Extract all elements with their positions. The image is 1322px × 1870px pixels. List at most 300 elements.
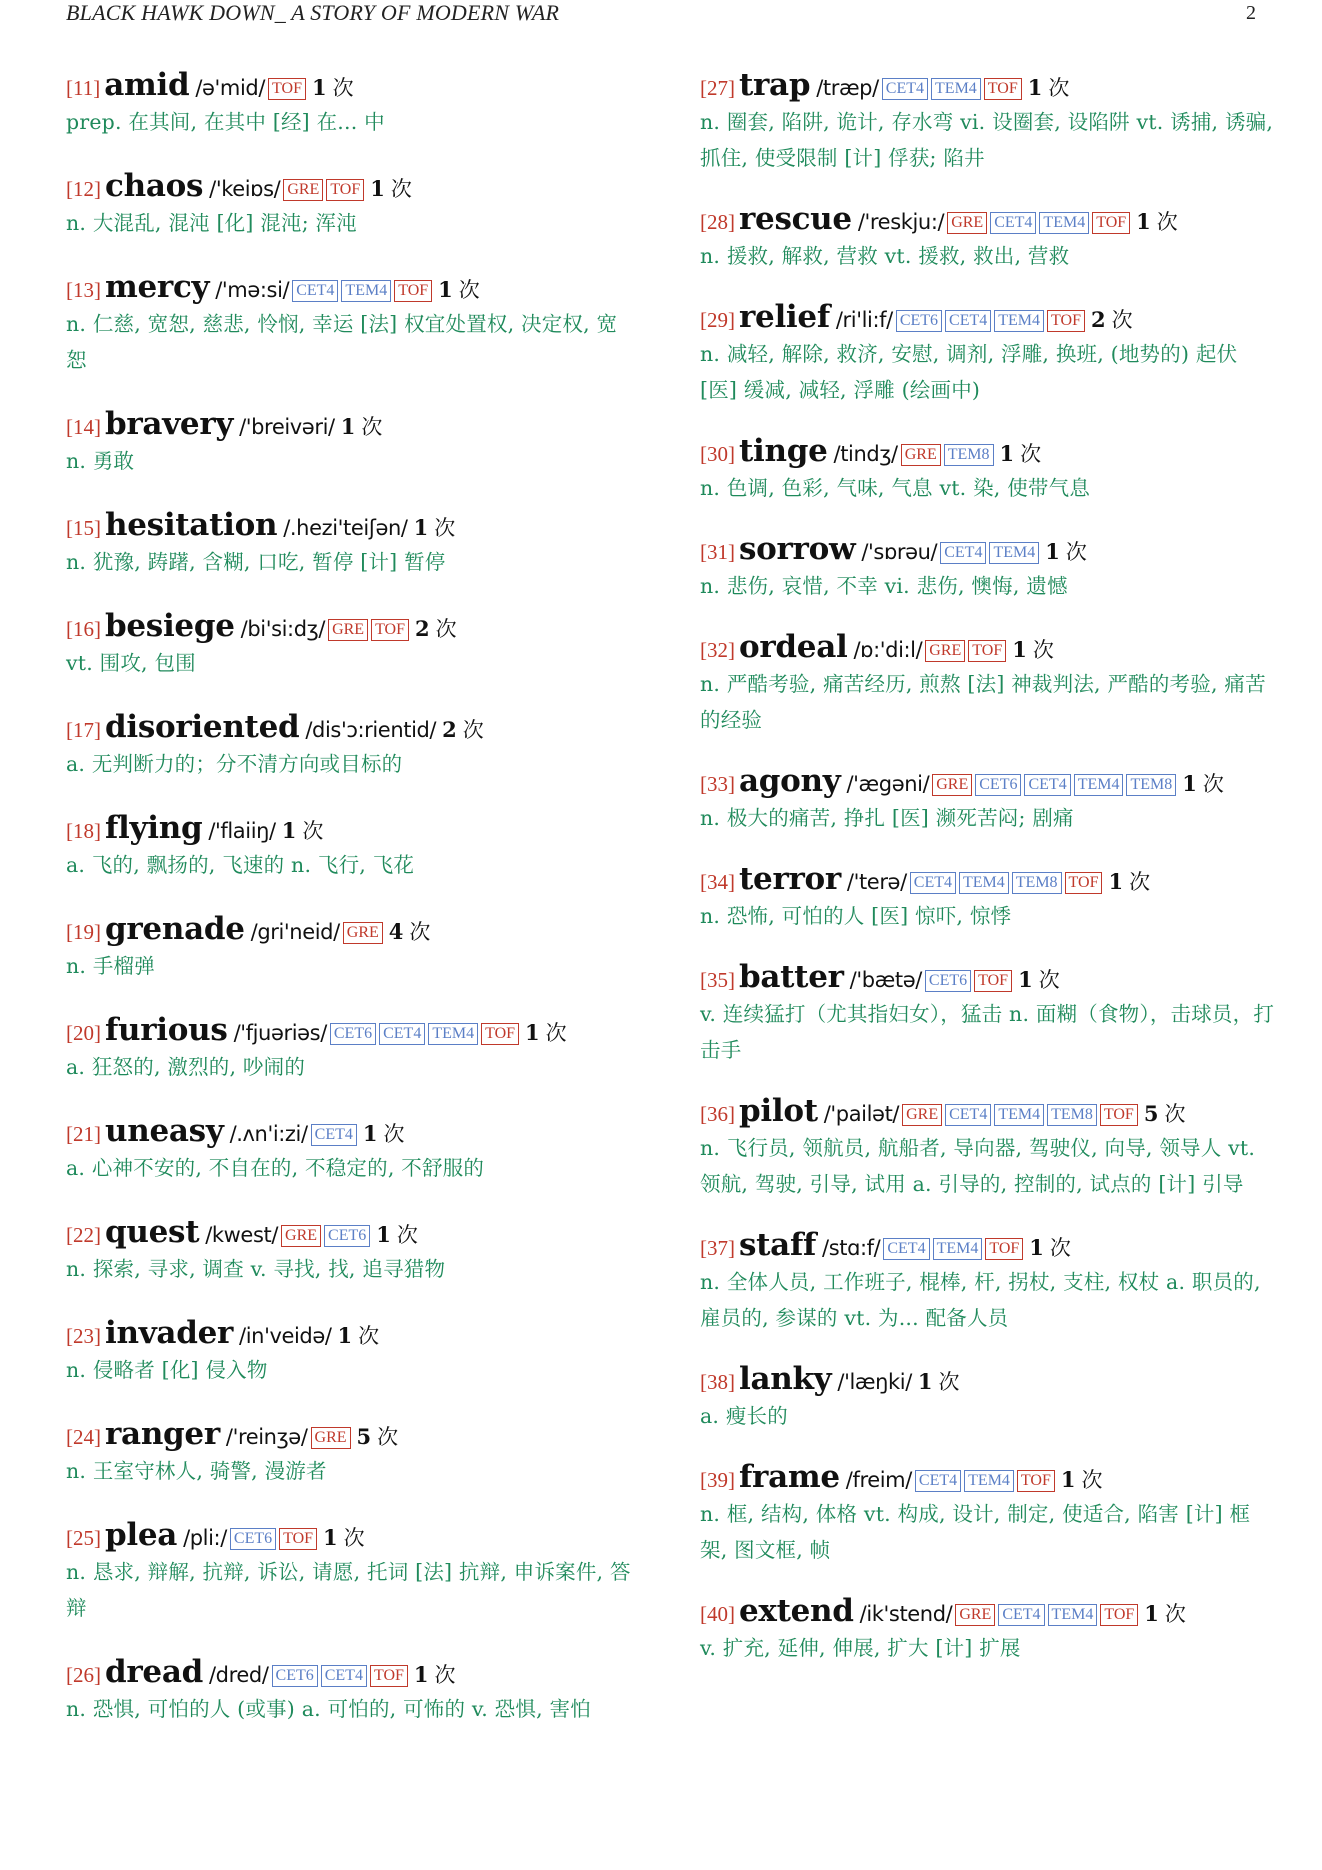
definition: v. 扩充, 延伸, 伸展, 扩大 [计] 扩展 (700, 1636, 1021, 1660)
occurrence-count (1018, 968, 1060, 992)
exam-tag: GRE (932, 774, 972, 796)
headword: tinge (739, 433, 828, 469)
count-suffix: 次 (458, 278, 480, 302)
entry-headline (66, 1314, 636, 1352)
count-suffix: 次 (1048, 76, 1070, 100)
phonetic: /stɑ:f/ (822, 1236, 881, 1260)
phonetic: /freim/ (845, 1468, 912, 1492)
exam-tag: CET4 (998, 1604, 1044, 1626)
count-value: 1 (1018, 967, 1033, 992)
count-suffix: 次 (377, 1425, 399, 1449)
entry-headline (700, 1226, 1275, 1264)
count-suffix: 次 (1032, 638, 1054, 662)
entry-headline (700, 1092, 1275, 1130)
page-number: 2 (1246, 2, 1256, 24)
exam-tag: TOF (974, 970, 1012, 992)
definition: a. 飞的, 飘扬的, 飞速的 n. 飞行, 飞花 (66, 853, 415, 877)
exam-tag: CET4 (1024, 774, 1070, 796)
occurrence-count (414, 1663, 456, 1687)
document-title: BLACK HAWK DOWN_ A STORY OF MODERN WAR (66, 0, 560, 25)
count-value: 2 (442, 717, 457, 742)
count-suffix: 次 (409, 920, 431, 944)
entry-number: [23] (66, 1324, 101, 1348)
count-value: 1 (281, 818, 297, 843)
count-value: 1 (413, 515, 429, 540)
exam-tag: TOF (1092, 212, 1130, 234)
entry-number: [24] (66, 1425, 101, 1449)
count-value: 1 (1045, 539, 1060, 564)
count-suffix: 次 (332, 76, 354, 100)
entry-number: [30] (700, 442, 735, 466)
exam-tag: TEM8 (1012, 872, 1062, 894)
definition: n. 王室守林人, 骑警, 漫游者 (66, 1459, 327, 1483)
count-value: 1 (311, 75, 327, 100)
exam-tag: TOF (394, 280, 432, 302)
definition: n. 减轻, 解除, 救济, 安慰, 调剂, 浮雕, 换班, (地势的) 起伏 [医] 缓减, 减轻, 浮雕 (绘画中) (700, 342, 1238, 402)
count-suffix: 次 (383, 1122, 405, 1146)
headword: dread (105, 1654, 203, 1690)
count-value: 1 (1144, 1601, 1159, 1626)
exam-tag: CET6 (272, 1665, 318, 1687)
occurrence-count (1045, 540, 1087, 564)
exam-tag: TEM4 (994, 310, 1044, 332)
entry-headline (66, 1653, 636, 1691)
vocab-entry (66, 910, 636, 984)
occurrence-count (442, 718, 484, 742)
count-suffix: 次 (1081, 1468, 1103, 1492)
entry-headline (66, 708, 636, 746)
entry-number: [31] (700, 540, 735, 564)
entry-headline (66, 268, 636, 306)
entry-number: [33] (700, 772, 735, 796)
headword: furious (105, 1012, 228, 1048)
vocab-entry (66, 607, 636, 681)
exam-tag: TEM8 (1126, 774, 1176, 796)
headword: quest (105, 1214, 200, 1250)
count-value: 1 (1108, 869, 1124, 894)
vocab-entry (700, 1226, 1275, 1336)
count-value: 1 (1027, 75, 1043, 100)
vocab-entry (700, 1592, 1275, 1666)
vocab-entry (700, 1458, 1275, 1568)
definition: n. 圈套, 陷阱, 诡计, 存水弯 vi. 设圈套, 设陷阱 vt. 诱捕, 诱骗, 抓住, 使受限制 [计] 俘获; 陷井 (700, 110, 1274, 170)
headword: bravery (105, 406, 234, 442)
entry-number: [26] (66, 1663, 101, 1687)
exam-tag: CET4 (311, 1124, 357, 1146)
exam-tag: GRE (311, 1427, 351, 1449)
exam-tag: TOF (481, 1023, 519, 1045)
phonetic: /'mə:si/ (215, 278, 290, 302)
count-suffix: 次 (1164, 1602, 1186, 1626)
vocab-entry (66, 66, 636, 140)
entry-headline (66, 1011, 636, 1049)
phonetic: /ɒ:'di:l/ (853, 638, 923, 662)
exam-tag: CET4 (910, 872, 956, 894)
vocab-entry (66, 1011, 636, 1085)
phonetic: /'ægəni/ (846, 772, 930, 796)
definition: n. 色调, 色彩, 气味, 气息 vt. 染, 使带气息 (700, 476, 1091, 500)
exam-tag: CET4 (321, 1665, 367, 1687)
count-value: 1 (917, 1369, 933, 1394)
occurrence-count (1061, 1468, 1103, 1492)
count-suffix: 次 (1065, 540, 1087, 564)
exam-tag: CET6 (230, 1528, 276, 1550)
count-value: 1 (1136, 209, 1151, 234)
definition: n. 大混乱, 混沌 [化] 混沌; 浑沌 (66, 211, 357, 235)
count-suffix: 次 (396, 1223, 418, 1247)
definition: a. 心神不安的, 不自在的, 不稳定的, 不舒服的 (66, 1156, 485, 1180)
exam-tag: CET4 (940, 542, 986, 564)
occurrence-count (1029, 1236, 1071, 1260)
exam-tag: TEM4 (1074, 774, 1124, 796)
phonetic: /'pailət/ (823, 1102, 900, 1126)
headword: mercy (105, 269, 210, 305)
phonetic: /dis'ɔ:rientid/ (305, 718, 437, 742)
vocab-entry (700, 762, 1275, 836)
occurrence-count (1028, 76, 1070, 100)
entry-headline (700, 762, 1275, 800)
exam-tag: TOF (326, 179, 364, 201)
entry-number: [16] (66, 617, 101, 641)
vocab-entry (66, 1653, 636, 1727)
exam-tag: TOF (1100, 1104, 1138, 1126)
entry-number: [39] (700, 1468, 735, 1492)
phonetic: /'breivəri/ (239, 415, 335, 439)
count-value: 5 (1143, 1101, 1159, 1126)
exam-tag: CET4 (379, 1023, 425, 1045)
exam-tag: TOF (371, 619, 409, 641)
headword: staff (739, 1227, 817, 1263)
exam-tag: CET6 (896, 310, 942, 332)
occurrence-count (312, 76, 354, 100)
entry-headline (700, 200, 1275, 238)
phonetic: /kwest/ (205, 1223, 279, 1247)
phonetic: /'keiɒs/ (209, 177, 281, 201)
entry-headline (700, 860, 1275, 898)
count-suffix: 次 (390, 177, 412, 201)
headword: hesitation (105, 507, 278, 543)
occurrence-count (282, 819, 324, 843)
headword: extend (739, 1593, 854, 1629)
occurrence-count (415, 617, 457, 641)
count-value: 5 (356, 1424, 372, 1449)
exam-tag: TOF (1100, 1604, 1138, 1626)
occurrence-count (323, 1526, 365, 1550)
count-value: 2 (415, 616, 430, 641)
entry-headline (66, 405, 636, 443)
vocab-entry (700, 1092, 1275, 1202)
phonetic: /gri'neid/ (250, 920, 340, 944)
entry-number: [14] (66, 415, 101, 439)
exam-tag: TEM8 (1047, 1104, 1097, 1126)
exam-tag: GRE (925, 640, 965, 662)
count-suffix: 次 (462, 718, 484, 742)
entry-number: [11] (66, 76, 101, 100)
vocab-entry (700, 530, 1275, 604)
vocab-entry (700, 860, 1275, 934)
occurrence-count (525, 1021, 567, 1045)
exam-tag: CET4 (882, 78, 928, 100)
vocab-entry (66, 167, 636, 241)
entry-number: [36] (700, 1102, 735, 1126)
vocab-entry (66, 1112, 636, 1186)
headword: frame (739, 1459, 840, 1495)
vocab-entry (66, 1415, 636, 1489)
count-suffix: 次 (1156, 210, 1178, 234)
count-suffix: 次 (1111, 308, 1133, 332)
exam-tag: TEM4 (959, 872, 1009, 894)
count-value: 1 (413, 1662, 429, 1687)
count-value: 1 (1029, 1235, 1044, 1260)
exam-tag: GRE (901, 444, 941, 466)
exam-tag: GRE (947, 212, 987, 234)
occurrence-count (338, 1324, 380, 1348)
headword: chaos (105, 168, 204, 204)
entry-number: [25] (66, 1526, 101, 1550)
headword: batter (739, 959, 844, 995)
vocab-entry (66, 506, 636, 580)
phonetic: /'fjuəriəs/ (233, 1021, 327, 1045)
entry-headline (66, 809, 636, 847)
headword: besiege (105, 608, 235, 644)
exam-tag: TEM4 (1048, 1604, 1098, 1626)
exam-tag: TEM4 (1039, 212, 1089, 234)
exam-tag: TOF (1017, 1470, 1055, 1492)
headword: pilot (739, 1093, 818, 1129)
entry-number: [12] (66, 177, 101, 201)
definition: n. 恳求, 辩解, 抗辩, 诉讼, 请愿, 托词 [法] 抗辩, 申诉案件, 答辩 (66, 1560, 631, 1620)
occurrence-count (1136, 210, 1178, 234)
entry-headline (700, 530, 1275, 568)
occurrence-count (1108, 870, 1150, 894)
entry-number: [34] (700, 870, 735, 894)
headword: invader (105, 1315, 234, 1351)
definition: a. 狂怒的, 激烈的, 吵闹的 (66, 1055, 306, 1079)
phonetic: /'sɒrəu/ (861, 540, 938, 564)
exam-tag: TOF (985, 1238, 1023, 1260)
entry-number: [28] (700, 210, 735, 234)
occurrence-count (438, 278, 480, 302)
exam-tag: TEM8 (944, 444, 994, 466)
vocab-entry (66, 1213, 636, 1287)
exam-tag: TOF (984, 78, 1022, 100)
definition: n. 仁慈, 宽恕, 慈悲, 怜悯, 幸运 [法] 权宜处置权, 决定权, 宽恕 (66, 312, 618, 372)
count-value: 1 (1060, 1467, 1076, 1492)
headword: sorrow (739, 531, 856, 567)
definition: n. 侵略者 [化] 侵入物 (66, 1358, 268, 1382)
entry-number: [13] (66, 278, 101, 302)
entry-number: [21] (66, 1122, 101, 1146)
exam-tag: GRE (281, 1225, 321, 1247)
entry-number: [35] (700, 968, 735, 992)
count-suffix: 次 (361, 415, 383, 439)
occurrence-count (1144, 1602, 1186, 1626)
phonetic: /tindʒ/ (833, 442, 898, 466)
exam-tag: TEM4 (428, 1023, 478, 1045)
phonetic: /.ʌn'i:zi/ (229, 1122, 308, 1146)
exam-tag: CET4 (883, 1238, 929, 1260)
headword: ranger (105, 1416, 220, 1452)
occurrence-count (370, 177, 412, 201)
headword: grenade (105, 911, 245, 947)
count-suffix: 次 (302, 819, 324, 843)
phonetic: /træp/ (816, 76, 879, 100)
entry-headline (700, 628, 1275, 666)
vocabulary-column-left (66, 66, 636, 1754)
count-value: 1 (438, 277, 453, 302)
definition: n. 恐怖, 可怕的人 [医] 惊吓, 惊悸 (700, 904, 1012, 928)
headword: trap (739, 67, 811, 103)
count-value: 1 (337, 1323, 353, 1348)
headword: terror (739, 861, 841, 897)
vocab-entry (66, 405, 636, 479)
phonetic: /'flaiiŋ/ (208, 819, 276, 843)
count-suffix: 次 (434, 1663, 456, 1687)
exam-tag: GRE (343, 922, 383, 944)
vocab-entry (66, 268, 636, 378)
entry-headline (66, 1213, 636, 1251)
headword: lanky (739, 1361, 832, 1397)
exam-tag: CET6 (925, 970, 971, 992)
entry-number: [37] (700, 1236, 735, 1260)
definition: n. 悲伤, 哀惜, 不幸 vi. 悲伤, 懊悔, 遗憾 (700, 574, 1068, 598)
phonetic: /dred/ (209, 1663, 269, 1687)
definition: a. 无判断力的；分不清方向或目标的 (66, 752, 403, 776)
entry-headline (700, 1592, 1275, 1630)
entry-headline (700, 298, 1275, 336)
count-suffix: 次 (435, 617, 457, 641)
exam-tag: GRE (902, 1104, 942, 1126)
exam-tag: CET4 (945, 1104, 991, 1126)
exam-tag: GRE (328, 619, 368, 641)
exam-tag: CET4 (915, 1470, 961, 1492)
vocab-entry (700, 432, 1275, 506)
occurrence-count (1091, 308, 1133, 332)
occurrence-count (1000, 442, 1042, 466)
exam-tag: CET6 (324, 1225, 370, 1247)
count-suffix: 次 (1129, 870, 1151, 894)
entry-number: [17] (66, 718, 101, 742)
definition: prep. 在其间, 在其中 [经] 在... 中 (66, 110, 385, 134)
vocab-entry (66, 809, 636, 883)
phonetic: /'reskju:/ (857, 210, 945, 234)
headword: amid (104, 67, 190, 103)
definition: n. 援救, 解救, 营救 vt. 援救, 救出, 营救 (700, 244, 1070, 268)
exam-tag: CET4 (945, 310, 991, 332)
phonetic: /ik'stend/ (859, 1602, 953, 1626)
phonetic: /in'veidə/ (239, 1324, 332, 1348)
exam-tag: TOF (279, 1528, 317, 1550)
vocab-entry (66, 1314, 636, 1388)
entry-headline (700, 432, 1275, 470)
entry-number: [40] (700, 1602, 735, 1626)
occurrence-count (363, 1122, 405, 1146)
headword: uneasy (105, 1113, 224, 1149)
entry-number: [22] (66, 1223, 101, 1247)
vocab-entry (700, 298, 1275, 408)
entry-headline (66, 66, 636, 104)
occurrence-count (414, 516, 456, 540)
definition: n. 探索, 寻求, 调查 v. 寻找, 找, 追寻猎物 (66, 1257, 446, 1281)
vocabulary-column-right (700, 66, 1275, 1690)
definition: v. 连续猛打（尤其指妇女），猛击 n. 面糊（食物），击球员，打击手 (700, 1002, 1275, 1062)
entry-number: [27] (700, 76, 735, 100)
exam-tag: TOF (268, 78, 306, 100)
phonetic: /pli:/ (183, 1526, 227, 1550)
entry-headline (700, 66, 1275, 104)
count-value: 4 (388, 919, 404, 944)
occurrence-count (1144, 1102, 1186, 1126)
exam-tag: TEM4 (341, 280, 391, 302)
entry-headline (700, 958, 1275, 996)
vocab-entry (66, 1516, 636, 1626)
vocab-entry (700, 628, 1275, 738)
definition: a. 瘦长的 (700, 1404, 788, 1428)
count-suffix: 次 (1038, 968, 1060, 992)
definition: n. 飞行员, 领航员, 航船者, 导向器, 驾驶仪, 向导, 领导人 vt. 领航, 驾驶, 引导, 试用 a. 引导的, 控制的, 试点的 [计] 引导 (700, 1136, 1256, 1196)
entry-headline (66, 1112, 636, 1150)
entry-number: [38] (700, 1370, 735, 1394)
exam-tag: TEM4 (989, 542, 1039, 564)
headword: agony (739, 763, 841, 799)
count-value: 1 (999, 441, 1015, 466)
definition: n. 全体人员, 工作班子, 棍棒, 杆, 拐杖, 支柱, 权杖 a. 职员的, 雇员的, 参谋的 vt. 为... 配备人员 (700, 1270, 1261, 1330)
phonetic: /bi'si:dʒ/ (240, 617, 326, 641)
definition: n. 恐惧, 可怕的人 (或事) a. 可怕的, 可怖的 v. 恐惧, 害怕 (66, 1697, 591, 1721)
entry-number: [32] (700, 638, 735, 662)
occurrence-count (918, 1370, 960, 1394)
count-value: 1 (1012, 637, 1027, 662)
count-value: 1 (376, 1222, 391, 1247)
entry-headline (66, 167, 636, 205)
count-value: 2 (1090, 307, 1106, 332)
count-value: 1 (340, 414, 356, 439)
count-suffix: 次 (343, 1526, 365, 1550)
definition: vt. 围攻, 包围 (66, 651, 196, 675)
exam-tag: TOF (370, 1665, 408, 1687)
headword: disoriented (105, 709, 300, 745)
entry-headline (66, 910, 636, 948)
entry-headline (66, 506, 636, 544)
count-suffix: 次 (358, 1324, 380, 1348)
definition: n. 极大的痛苦, 挣扎 [医] 濒死苦闷; 剧痛 (700, 806, 1074, 830)
definition: n. 犹豫, 踌躇, 含糊, 口吃, 暂停 [计] 暂停 (66, 550, 446, 574)
entry-headline (66, 1415, 636, 1453)
exam-tag: CET4 (292, 280, 338, 302)
count-suffix: 次 (938, 1370, 960, 1394)
occurrence-count (357, 1425, 399, 1449)
phonetic: /'reinʒə/ (225, 1425, 308, 1449)
exam-tag: TOF (968, 640, 1006, 662)
page-header (66, 0, 1256, 32)
entry-headline (700, 1458, 1275, 1496)
headword: ordeal (739, 629, 848, 665)
entry-headline (700, 1360, 1275, 1398)
phonetic: /'terə/ (846, 870, 907, 894)
phonetic: /'læŋki/ (837, 1370, 912, 1394)
count-value: 1 (1182, 771, 1197, 796)
exam-tag: TOF (1065, 872, 1103, 894)
phonetic: /ri'li:f/ (835, 308, 893, 332)
exam-tag: TEM4 (994, 1104, 1044, 1126)
count-suffix: 次 (1202, 772, 1224, 796)
occurrence-count (341, 415, 383, 439)
occurrence-count (376, 1223, 418, 1247)
headword: relief (739, 299, 830, 335)
headword: flying (105, 810, 203, 846)
phonetic: /ə'mid/ (195, 76, 266, 100)
count-suffix: 次 (1164, 1102, 1186, 1126)
